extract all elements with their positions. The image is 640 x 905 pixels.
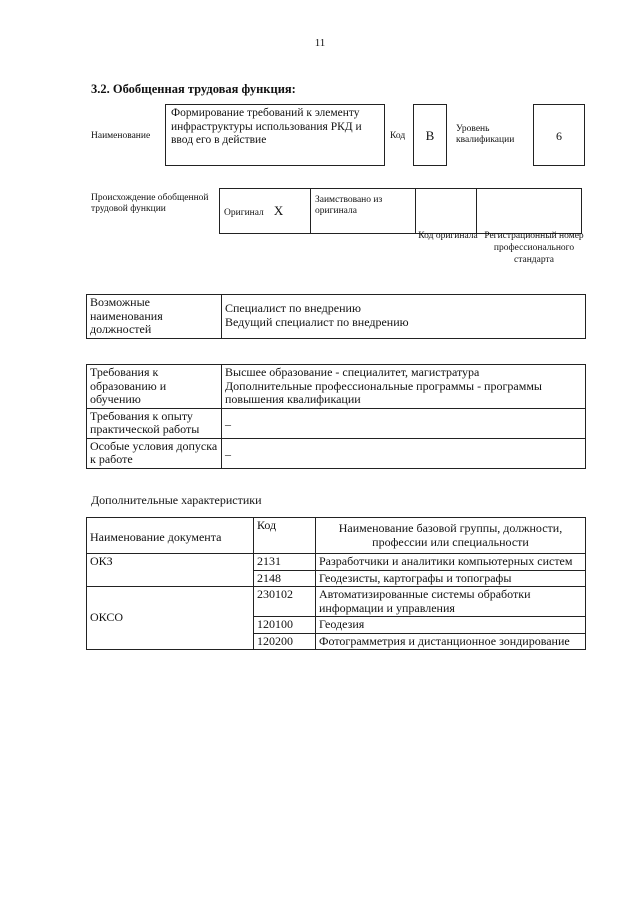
header-document-name: Наименование документа — [87, 518, 254, 554]
page-number: 11 — [314, 37, 326, 49]
registration-number-cell — [477, 189, 582, 234]
row-title: Автоматизированные системы обработки информации и управления — [316, 587, 586, 617]
row-code: 2148 — [254, 570, 316, 587]
additional-characteristics-title: Дополнительные характеристики — [91, 493, 262, 507]
row-title: Разработчики и аналитики компьютерных систем — [316, 554, 586, 571]
original-label: Оригинал — [224, 208, 264, 218]
special-conditions-value: – — [222, 438, 586, 468]
borrowed-label: Заимствовано из оригинала — [311, 189, 416, 234]
education-requirements-label: Требования к образованию и обучению — [87, 365, 222, 409]
name-label: Наименование — [91, 131, 151, 141]
original-code-caption: Код оригинала — [418, 231, 478, 241]
documents-table — [86, 517, 586, 650]
qualification-level-label: Уровень квалификации — [456, 124, 515, 145]
special-conditions-label: Особые условия допуска к работе — [87, 438, 222, 468]
okz-document-name: ОКЗ — [87, 554, 254, 587]
row-code: 120100 — [254, 617, 316, 634]
header-group-name: Наименование базовой группы, должности, профессии или специальности — [316, 518, 586, 554]
okso-document-name: ОКСО — [87, 587, 254, 650]
requirement-item: Высшее образование - специалитет, магистратура — [225, 365, 480, 379]
origin-table — [219, 188, 582, 234]
function-name-value: Формирование требований к элементу инфраструктуры использования РКД и ввод его в действие — [165, 104, 385, 166]
header-code: Код — [254, 518, 316, 554]
education-requirements-values — [222, 365, 586, 409]
row-title: Фотограмметрия и дистанционное зондирование — [316, 633, 586, 650]
original-mark: X — [273, 203, 284, 218]
positions-values — [222, 295, 586, 339]
experience-requirements-label: Требования к опыту практической работы — [87, 408, 222, 438]
experience-requirements-value: – — [222, 408, 586, 438]
registration-number-caption: Регистрационный номер профессионального стандарта — [484, 231, 584, 265]
original-code-cell — [416, 189, 477, 234]
requirements-table — [86, 364, 586, 469]
code-value: B — [413, 104, 447, 166]
table-row — [87, 587, 586, 617]
row-code: 120200 — [254, 633, 316, 650]
qualification-level-value: 6 — [533, 104, 585, 166]
position-item: Ведущий специалист по внедрению — [225, 314, 409, 329]
position-item: Специалист по внедрению — [225, 301, 361, 315]
positions-table — [86, 294, 586, 339]
table-header-row — [87, 518, 586, 554]
row-code: 2131 — [254, 554, 316, 571]
requirement-item: Дополнительные профессиональные программы - программы повышения квалификации — [225, 378, 542, 406]
row-code: 230102 — [254, 587, 316, 617]
row-title: Геодезия — [316, 617, 586, 634]
section-title: 3.2. Обобщенная трудовая функция: — [91, 82, 296, 96]
code-label: Код — [390, 131, 406, 141]
positions-label: Возможные наименования должностей — [87, 295, 222, 339]
table-row — [87, 554, 586, 571]
origin-original-cell — [220, 189, 311, 234]
row-title: Геодезисты, картографы и топографы — [316, 570, 586, 587]
origin-label: Происхождение обобщенной трудовой функции — [91, 193, 209, 214]
